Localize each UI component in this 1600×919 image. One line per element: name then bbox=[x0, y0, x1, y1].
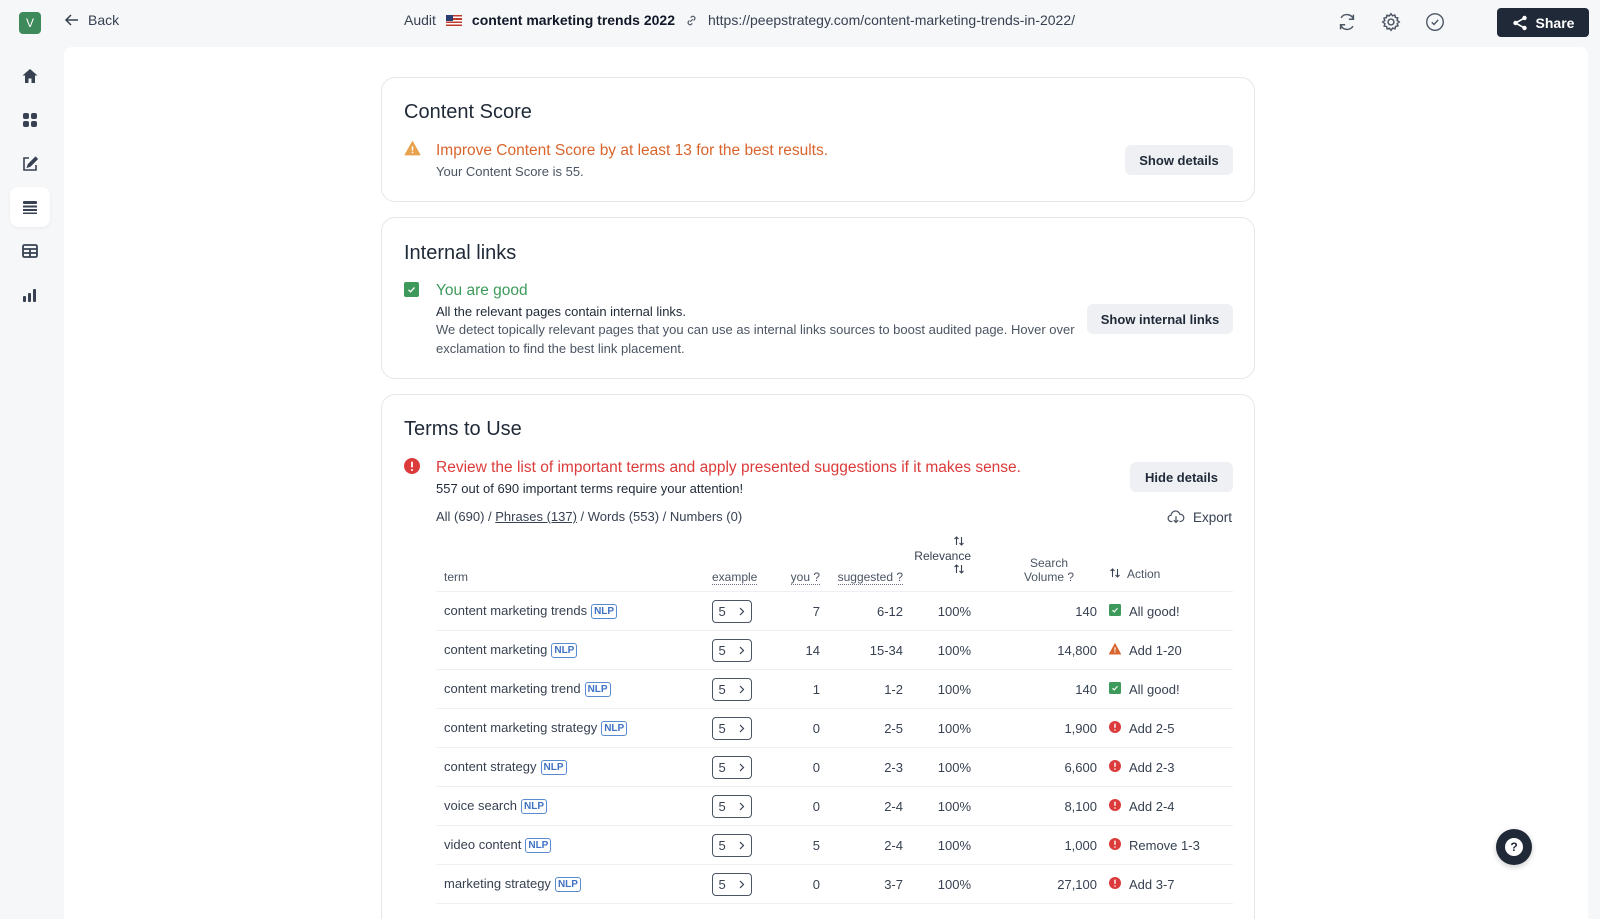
relevance-value: 100% bbox=[905, 826, 989, 865]
top-bar bbox=[0, 0, 1600, 44]
search-volume: 8,100 bbox=[989, 787, 1109, 826]
action-cell bbox=[1109, 592, 1233, 631]
example-button[interactable]: 5 bbox=[712, 639, 752, 662]
chevron-right-icon bbox=[737, 646, 746, 655]
search-volume: 140 bbox=[989, 670, 1109, 709]
example-cell bbox=[704, 631, 778, 670]
relevance-value: 100% bbox=[905, 670, 989, 709]
col-suggested: suggested ? bbox=[822, 535, 905, 592]
you-count: 5 bbox=[778, 826, 822, 865]
terms-to-use-card bbox=[381, 394, 1255, 919]
term-cell bbox=[436, 592, 704, 631]
suggested-range: 2-4 bbox=[822, 826, 905, 865]
warning-icon bbox=[1109, 643, 1121, 655]
sidebar-item-home[interactable] bbox=[10, 56, 50, 96]
search-volume: 27,100 bbox=[989, 865, 1109, 904]
error-icon bbox=[404, 458, 420, 474]
app-logo[interactable]: V bbox=[19, 12, 41, 34]
relevance-value: 100% bbox=[905, 709, 989, 748]
table-row[interactable] bbox=[436, 709, 1233, 748]
main-panel bbox=[64, 47, 1588, 919]
term-cell bbox=[436, 826, 704, 865]
export-button[interactable] bbox=[1167, 508, 1232, 526]
relevance-value: 100% bbox=[905, 592, 989, 631]
example-button[interactable]: 5 bbox=[712, 873, 752, 896]
audit-url[interactable]: https://peepstrategy.com/content-marketing-trends-in-2022/ bbox=[707, 12, 1076, 28]
back-button[interactable] bbox=[64, 12, 119, 28]
help-icon: ? bbox=[1505, 838, 1523, 856]
sort-icon[interactable] bbox=[953, 563, 965, 575]
check-square-icon bbox=[1109, 604, 1121, 616]
example-button[interactable]: 5 bbox=[712, 756, 752, 779]
share-button[interactable] bbox=[1497, 8, 1589, 37]
you-count: 7 bbox=[778, 592, 822, 631]
nlp-badge: NLP bbox=[551, 643, 577, 658]
chevron-right-icon bbox=[737, 880, 746, 889]
content-score-card bbox=[381, 77, 1255, 202]
terms-title: Terms to Use bbox=[404, 418, 522, 440]
relevance-value: 100% bbox=[905, 865, 989, 904]
filter-words[interactable]: Words (553) bbox=[587, 509, 660, 524]
relevance-value: 100% bbox=[905, 787, 989, 826]
col-search-volume: Search Volume ? bbox=[989, 535, 1109, 592]
suggested-range: 6-12 bbox=[822, 592, 905, 631]
term-text: content marketing trends bbox=[444, 603, 588, 618]
settings-icon[interactable] bbox=[1380, 11, 1402, 33]
check-square-icon bbox=[404, 282, 419, 297]
hide-details-button[interactable]: Hide details bbox=[1130, 462, 1233, 492]
internal-links-title: Internal links bbox=[404, 242, 517, 264]
help-button[interactable] bbox=[1496, 829, 1532, 865]
check-square-icon bbox=[1109, 682, 1121, 694]
show-details-button[interactable]: Show details bbox=[1125, 145, 1233, 175]
term-text: video content bbox=[444, 837, 522, 852]
sidebar-item-editor[interactable] bbox=[10, 144, 50, 184]
term-text: voice search bbox=[444, 798, 517, 813]
link-icon bbox=[685, 14, 698, 27]
suggested-range: 2-3 bbox=[822, 748, 905, 787]
terms-detail: 557 out of 690 important terms require your attention! bbox=[436, 481, 744, 496]
bar-chart-icon bbox=[21, 286, 39, 304]
toolbar-icons bbox=[1336, 11, 1446, 33]
internal-links-card bbox=[381, 217, 1255, 379]
action-text: Add 1-20 bbox=[1129, 642, 1182, 658]
error-icon bbox=[1109, 838, 1121, 850]
you-count: 1 bbox=[778, 670, 822, 709]
term-cell bbox=[436, 787, 704, 826]
col-example: example bbox=[704, 535, 778, 592]
content-score-title: Content Score bbox=[404, 101, 532, 123]
sidebar bbox=[0, 44, 60, 919]
search-volume: 6,600 bbox=[989, 748, 1109, 787]
suggested-range: 2-4 bbox=[822, 787, 905, 826]
term-text: content strategy bbox=[444, 759, 537, 774]
us-flag-icon bbox=[446, 15, 462, 26]
example-cell bbox=[704, 787, 778, 826]
filter-phrases[interactable]: Phrases (137) bbox=[495, 509, 577, 524]
list-icon bbox=[21, 198, 39, 216]
search-volume: 140 bbox=[989, 592, 1109, 631]
home-icon bbox=[21, 67, 39, 85]
example-button[interactable]: 5 bbox=[712, 678, 752, 701]
term-text: content marketing strategy bbox=[444, 720, 598, 735]
term-text: content marketing trend bbox=[444, 681, 581, 696]
you-count: 14 bbox=[778, 631, 822, 670]
filter-numbers[interactable]: Numbers (0) bbox=[669, 509, 743, 524]
suggested-range: 15-34 bbox=[822, 631, 905, 670]
error-icon bbox=[1109, 721, 1121, 733]
action-text: Add 2-3 bbox=[1129, 759, 1175, 775]
sidebar-item-table[interactable] bbox=[10, 231, 50, 271]
term-cell bbox=[436, 748, 704, 787]
refresh-icon[interactable] bbox=[1336, 11, 1358, 33]
relevance-value: 100% bbox=[905, 631, 989, 670]
you-count: 0 bbox=[778, 709, 822, 748]
table-row[interactable] bbox=[436, 631, 1233, 670]
you-count: 0 bbox=[778, 787, 822, 826]
chevron-right-icon bbox=[737, 607, 746, 616]
you-count: 0 bbox=[778, 865, 822, 904]
chevron-right-icon bbox=[737, 724, 746, 733]
term-cell bbox=[436, 709, 704, 748]
cloud-download-icon bbox=[1167, 508, 1185, 526]
table-row[interactable] bbox=[436, 787, 1233, 826]
show-internal-links-button[interactable]: Show internal links bbox=[1087, 304, 1233, 334]
term-text: content marketing bbox=[444, 642, 548, 657]
action-cell bbox=[1109, 670, 1233, 709]
you-count: 0 bbox=[778, 748, 822, 787]
example-button[interactable]: 5 bbox=[712, 834, 752, 857]
search-volume: 1,000 bbox=[989, 826, 1109, 865]
term-filters: All (690) / Phrases (137) / Words (553) / Numbers (0) bbox=[436, 509, 743, 524]
sidebar-item-audit[interactable] bbox=[10, 187, 50, 227]
col-action[interactable]: Action bbox=[1109, 535, 1233, 592]
error-icon bbox=[1109, 877, 1121, 889]
table-row[interactable] bbox=[436, 748, 1233, 787]
content-score-detail: Your Content Score is 55. bbox=[436, 164, 584, 179]
nlp-badge: NLP bbox=[601, 721, 627, 736]
suggested-range: 1-2 bbox=[822, 670, 905, 709]
audit-keyword: content marketing trends 2022 bbox=[471, 12, 675, 28]
search-volume: 1,900 bbox=[989, 709, 1109, 748]
nlp-badge: NLP bbox=[525, 838, 551, 853]
example-cell bbox=[704, 592, 778, 631]
example-button[interactable]: 5 bbox=[712, 600, 752, 623]
share-icon bbox=[1512, 15, 1528, 31]
chevron-right-icon bbox=[737, 763, 746, 772]
warning-icon bbox=[404, 140, 421, 157]
suggested-range: 2-5 bbox=[822, 709, 905, 748]
grid-icon bbox=[21, 111, 39, 129]
arrow-left-icon bbox=[64, 12, 80, 28]
edit-icon bbox=[21, 155, 39, 173]
example-button[interactable]: 5 bbox=[712, 717, 752, 740]
search-volume: 14,800 bbox=[989, 631, 1109, 670]
action-text: Add 3-7 bbox=[1129, 876, 1175, 892]
action-text: Add 2-5 bbox=[1129, 720, 1175, 736]
content-score-message: Improve Content Score by at least 13 for the best results. bbox=[436, 142, 829, 159]
sort-icon bbox=[1109, 567, 1121, 579]
action-text: Remove 1-3 bbox=[1129, 837, 1200, 853]
nlp-badge: NLP bbox=[591, 604, 617, 619]
table-row[interactable] bbox=[436, 826, 1233, 865]
example-cell bbox=[704, 670, 778, 709]
breadcrumb bbox=[404, 12, 1075, 28]
table-row[interactable] bbox=[436, 592, 1233, 631]
nlp-badge: NLP bbox=[585, 682, 611, 697]
action-text: All good! bbox=[1129, 681, 1180, 697]
internal-links-message: You are good bbox=[436, 282, 528, 299]
share-label: Share bbox=[1535, 14, 1575, 31]
sidebar-item-dashboard[interactable] bbox=[10, 100, 50, 140]
check-circle-icon[interactable] bbox=[1424, 11, 1446, 33]
example-cell bbox=[704, 865, 778, 904]
terms-table bbox=[436, 535, 1233, 904]
sidebar-item-reports[interactable] bbox=[10, 275, 50, 315]
table-header bbox=[436, 535, 1233, 592]
table-row[interactable] bbox=[436, 670, 1233, 709]
table-icon bbox=[21, 242, 39, 260]
chevron-right-icon bbox=[737, 841, 746, 850]
action-cell bbox=[1109, 709, 1233, 748]
action-cell bbox=[1109, 826, 1233, 865]
relevance-value: 100% bbox=[905, 748, 989, 787]
suggested-range: 3-7 bbox=[822, 865, 905, 904]
example-cell bbox=[704, 709, 778, 748]
term-cell bbox=[436, 631, 704, 670]
col-you: you ? bbox=[778, 535, 822, 592]
export-label: Export bbox=[1192, 509, 1232, 525]
error-icon bbox=[1109, 799, 1121, 811]
chevron-right-icon bbox=[737, 685, 746, 694]
action-text: All good! bbox=[1129, 603, 1180, 619]
action-cell bbox=[1109, 865, 1233, 904]
breadcrumb-section[interactable]: Audit bbox=[404, 12, 436, 28]
back-label: Back bbox=[88, 12, 120, 28]
col-term: term bbox=[436, 535, 704, 592]
chevron-right-icon bbox=[737, 802, 746, 811]
action-cell bbox=[1109, 748, 1233, 787]
error-icon bbox=[1109, 760, 1121, 772]
example-button[interactable]: 5 bbox=[712, 795, 752, 818]
terms-message: Review the list of important terms and apply presented suggestions if it makes sense. bbox=[436, 459, 1021, 476]
nlp-badge: NLP bbox=[541, 760, 567, 775]
nlp-badge: NLP bbox=[555, 877, 581, 892]
action-cell bbox=[1109, 787, 1233, 826]
table-row[interactable] bbox=[436, 865, 1233, 904]
internal-links-detail: All the relevant pages contain internal links. bbox=[436, 304, 687, 319]
internal-links-explanation: We detect topically relevant pages that you can use as internal links sources to boost audited page. Hover over exclamation to find the best link placement. bbox=[436, 322, 1075, 356]
action-text: Add 2-4 bbox=[1129, 798, 1175, 814]
action-cell bbox=[1109, 631, 1233, 670]
sort-icon bbox=[953, 535, 965, 547]
example-cell bbox=[704, 826, 778, 865]
nlp-badge: NLP bbox=[521, 799, 547, 814]
term-cell bbox=[436, 670, 704, 709]
filter-all[interactable]: All (690) bbox=[436, 509, 485, 524]
col-relevance[interactable]: Relevance bbox=[905, 535, 989, 592]
example-cell bbox=[704, 748, 778, 787]
term-cell bbox=[436, 865, 704, 904]
term-text: marketing strategy bbox=[444, 876, 551, 891]
